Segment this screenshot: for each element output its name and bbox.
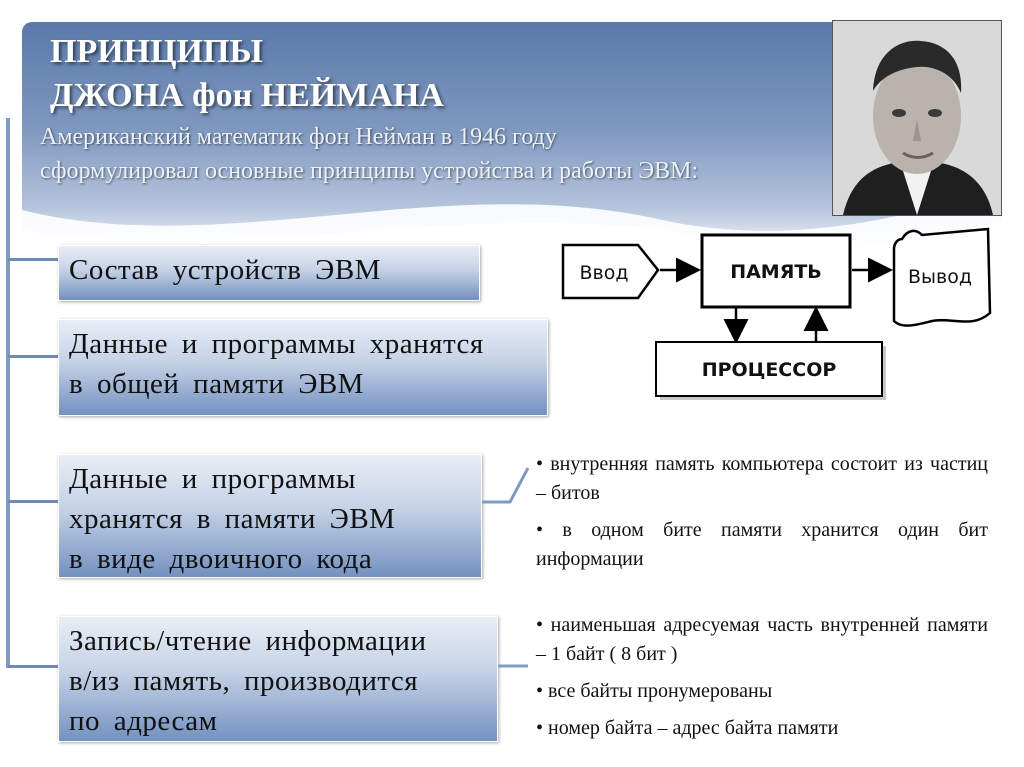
processor-label: ПРОЦЕССОР [701,359,837,381]
bullet-smallest-unit: • наименьшая адресуемая часть внутренней памяти – 1 байт ( 8 бит ) [536,614,988,665]
subtitle-line-1: Американский математик фон Нейман в 1946 году [40,124,557,150]
bullet-bytes-numbered: • все байты пронумерованы [536,680,773,702]
output-label: Вывод [908,266,972,288]
principle-3-line-3: в виде двоичного кода [69,543,373,575]
processor-block [656,342,886,400]
connector-2 [8,355,60,358]
principle-box-2 [58,319,548,416]
principle-box-4 [58,616,498,742]
connector-3 [8,500,60,503]
principle-2-line-1: Данные и программы хранятся [69,328,484,360]
principle-4-line-2: в/из память, производится [69,665,419,697]
bullet-bits-composition: • внутренняя память компьютера состоит из частиц – битов [536,453,988,504]
principle-2-line-2: в общей памяти ЭВМ [69,368,364,400]
input-block [563,245,658,298]
subtitle [40,120,830,188]
bullet-bit-information: • в одном бите памяти хранится один бит информации [536,519,988,570]
principle-box-3 [58,454,482,578]
principle-3-line-1: Данные и программы [69,463,357,495]
principle-4-line-3: по адресам [69,705,218,737]
title-line-1: ПРИНЦИПЫ [50,33,263,70]
memory-label: ПАМЯТЬ [730,261,822,283]
memory-block [702,235,850,307]
left-rail [6,118,10,668]
principle-box-1 [58,245,480,301]
bullets-binary [536,450,988,574]
bullet-byte-address: • номер байта – адрес байта памяти [536,717,839,739]
page-title [50,30,444,118]
connector-1 [8,258,60,261]
principle-3-line-2: хранятся в памяти ЭВМ [69,503,396,535]
bullets-address [536,611,988,743]
input-label: Ввод [579,262,629,284]
output-block [894,229,990,326]
title-line-2: ДЖОНА фон НЕЙМАНА [50,77,444,114]
connector-4 [8,665,60,668]
portrait-photo [832,20,1002,216]
portrait-figure-icon [833,21,1001,215]
subtitle-line-2: сформулировал основные принципы устройства и работы ЭВМ: [40,158,699,184]
bracket-lines [480,440,540,690]
architecture-diagram [560,225,1000,405]
principle-1-line-1: Состав устройств ЭВМ [69,254,381,286]
principle-4-line-1: Запись/чтение информации [69,625,427,657]
